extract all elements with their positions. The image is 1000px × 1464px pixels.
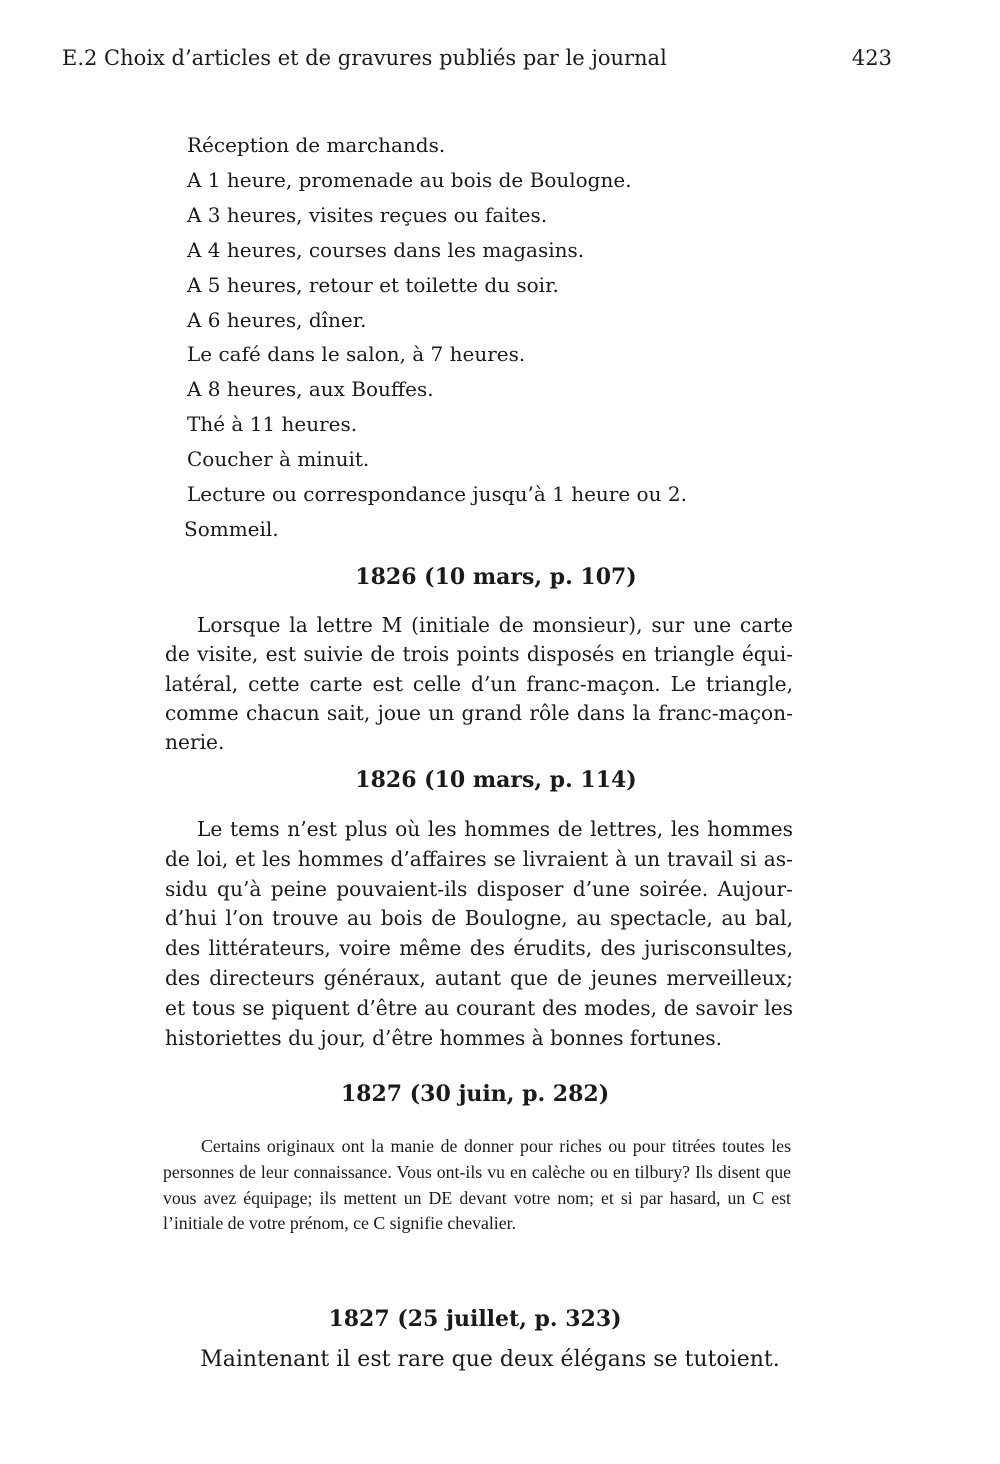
entry-paragraph: Lorsque la lettre M (initiale de monsieur), sur une carte de visite, est suivie de trois points disposés en triangle équilatéral, cette carte est celle d’un franc-maçon. Le triangle, comme chacun sait, joue un grand rôle dans la franc-maçonnerie.	[165, 613, 793, 755]
entry-date-heading: 1826 (10 mars, p. 107)	[355, 564, 637, 590]
entry-date-heading: 1827 (30 juin, p. 282)	[340, 1081, 610, 1107]
schedule-line: A 5 heures, retour et toilette du soir.	[187, 272, 559, 297]
schedule-line: Coucher à minuit.	[187, 447, 370, 472]
schedule-line: Réception de marchands.	[187, 133, 446, 157]
section-title: E.2 Choix d’articles et de gravures publiés par le journal	[62, 46, 667, 70]
entry-date-heading: 1827 (25 juillet, p. 323)	[328, 1306, 622, 1332]
schedule-line: Sommeil.	[184, 516, 279, 541]
schedule-line: Le café dans le salon, à 7 heures.	[187, 342, 526, 367]
schedule-line: Thé à 11 heures.	[187, 412, 358, 437]
schedule-line: A 4 heures, courses dans les magasins.	[187, 237, 585, 262]
schedule-line: A 3 heures, visites reçues ou faites.	[187, 202, 548, 227]
daily-schedule-list	[184, 128, 687, 547]
schedule-line: Lecture ou correspondance jusqu’à 1 heure ou 2.	[187, 482, 687, 507]
schedule-line: A 1 heure, promenade au bois de Boulogne.	[187, 167, 632, 192]
schedule-line: A 6 heures, dîner.	[187, 307, 367, 332]
running-head	[62, 42, 892, 74]
schedule-line: A 8 heures, aux Bouffes.	[187, 377, 434, 402]
entry-date-heading: 1826 (10 mars, p. 114)	[355, 767, 637, 793]
page-number: 423	[851, 46, 892, 70]
entry-paragraph: Certains originaux ont la manie de donner pour riches ou pour titrées toutes les personnes de leur connaissance. Vous ont-ils vu en calèche ou en tilbury? Ils disent que vous avez équipage; ils mettent un DE devant votre nom; et si par hasard, un C est l’initiale de votre prénom, ce C signifie chevalier.	[163, 1136, 791, 1234]
entry-paragraph: Le tems n’est plus où les hommes de lettres, les hommes de loi, et les hommes d’affaires se livraient à un travail si assidu qu’à peine pouvaient-ils disposer d’une soirée. Aujourd’hui l’on trouve au bois de Boulogne, au spectacle, au bal, des littérateurs, voire même des érudits, des jurisconsultes, des directeurs généraux, autant que de jeunes merveilleux; et tous se piquent d’être au courant des modes, de savoir les historiettes du jour, d’être hommes à bonnes fortunes.	[165, 817, 793, 1050]
closing-sentence: Maintenant il est rare que deux élégans se tutoient.	[200, 1347, 780, 1372]
